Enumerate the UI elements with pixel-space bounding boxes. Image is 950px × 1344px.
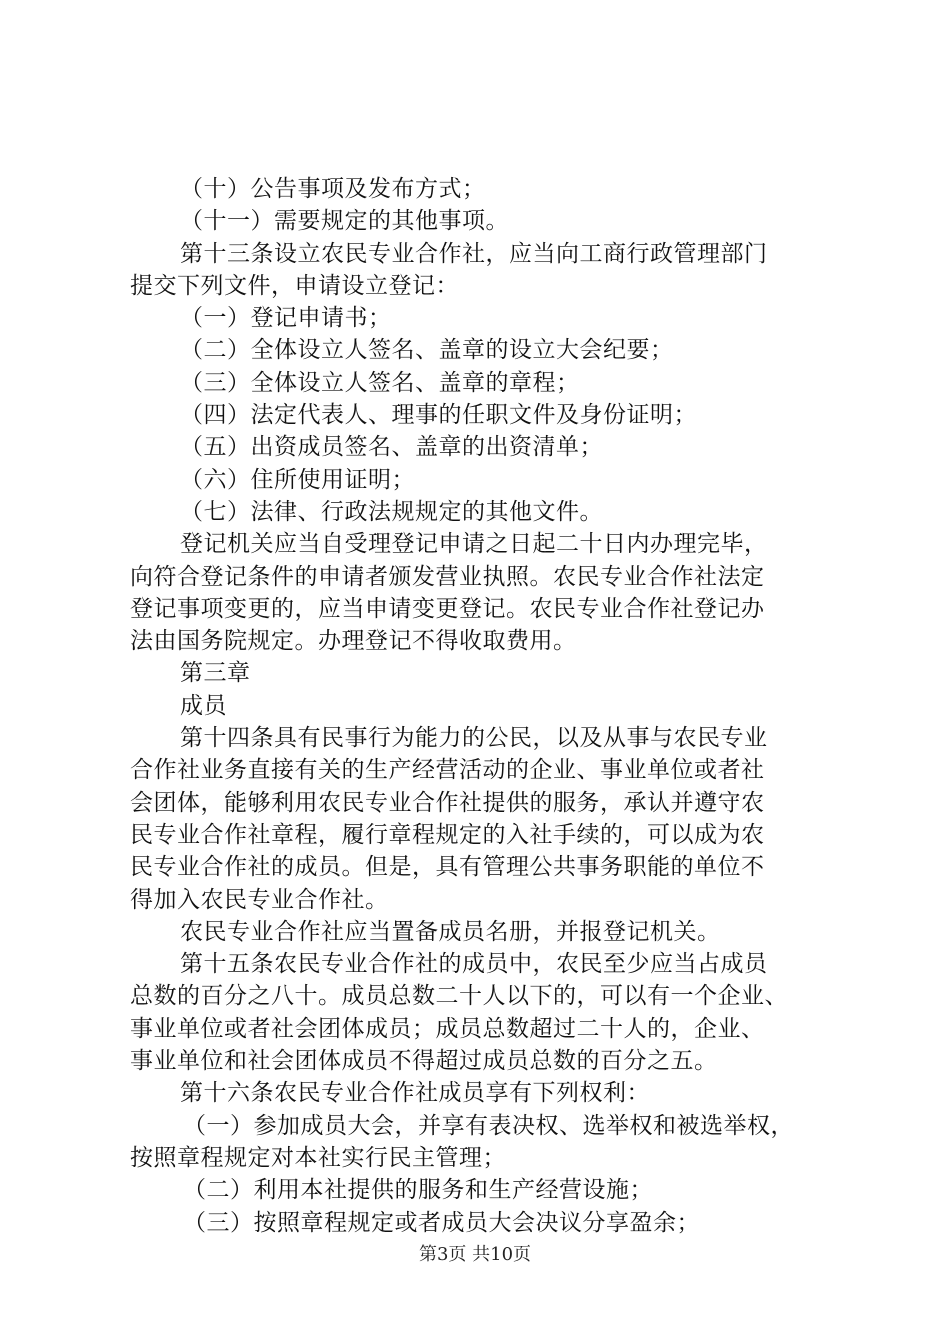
chapter-title: 成员 [180, 692, 227, 719]
paragraph-line: 会团体，能够利用农民专业合作社提供的服务，承认并遵守农 [130, 789, 765, 816]
list-item: （四）法定代表人、理事的任职文件及身份证明； [180, 402, 697, 429]
paragraph-line: 民专业合作社的成员。但是，具有管理公共事务职能的单位不 [130, 854, 765, 881]
list-item: 按照章程规定对本社实行民主管理； [130, 1144, 506, 1171]
paragraph-line: 第十六条农民专业合作社成员享有下列权利： [180, 1080, 650, 1107]
list-item: （五）出资成员签名、盖章的出资清单； [180, 434, 603, 461]
list-item: （二）全体设立人签名、盖章的设立大会纪要； [180, 337, 674, 364]
list-item: （六）住所使用证明； [180, 466, 415, 493]
list-item: （三）按照章程规定或者成员大会决议分享盈余； [183, 1209, 700, 1236]
chapter-heading: 第三章 [180, 660, 251, 687]
paragraph-line: 向符合登记条件的申请者颁发营业执照。农民专业合作社法定 [130, 563, 765, 590]
list-item: （三）全体设立人签名、盖章的章程； [180, 369, 580, 396]
paragraph-line: 事业单位或者社会团体成员；成员总数超过二十人的，企业、 [130, 1015, 765, 1042]
list-item: （二）利用本社提供的服务和生产经营设施； [183, 1177, 653, 1204]
paragraph-line: 登记机关应当自受理登记申请之日起二十日内办理完毕， [180, 531, 768, 558]
paragraph-line: 法由国务院规定。办理登记不得收取费用。 [130, 628, 577, 655]
document-body [130, 173, 830, 1239]
paragraph-line: 合作社业务直接有关的生产经营活动的企业、事业单位或者社 [130, 757, 765, 784]
paragraph-line: 得加入农民专业合作社。 [130, 886, 389, 913]
paragraph-line: 提交下列文件，申请设立登记： [130, 272, 459, 299]
paragraph-line: 农民专业合作社应当置备成员名册，并报登记机关。 [180, 918, 721, 945]
list-item: （七）法律、行政法规规定的其他文件。 [180, 498, 603, 525]
paragraph-line: 第十四条具有民事行为能力的公民，以及从事与农民专业 [180, 725, 768, 752]
paragraph-line: 第十五条农民专业合作社的成员中，农民至少应当占成员 [180, 951, 768, 978]
paragraph-line: 第十三条设立农民专业合作社，应当向工商行政管理部门 [180, 240, 768, 267]
text-line: （十一）需要规定的其他事项。 [180, 208, 509, 235]
paragraph-line: 登记事项变更的，应当申请变更登记。农民专业合作社登记办 [130, 595, 765, 622]
paragraph-line: 民专业合作社章程，履行章程规定的入社手续的，可以成为农 [130, 821, 765, 848]
page-number-footer: 第3页 共10页 [418, 1244, 532, 1265]
list-item: （一）登记申请书； [180, 305, 392, 332]
paragraph-line: 事业单位和社会团体成员不得超过成员总数的百分之五。 [130, 1048, 718, 1075]
paragraph-line: 总数的百分之八十。成员总数二十人以下的，可以有一个企业、 [130, 983, 788, 1010]
text-line: （十）公告事项及发布方式； [180, 176, 486, 202]
list-item: （一）参加成员大会，并享有表决权、选举权和被选举权， [183, 1112, 794, 1139]
